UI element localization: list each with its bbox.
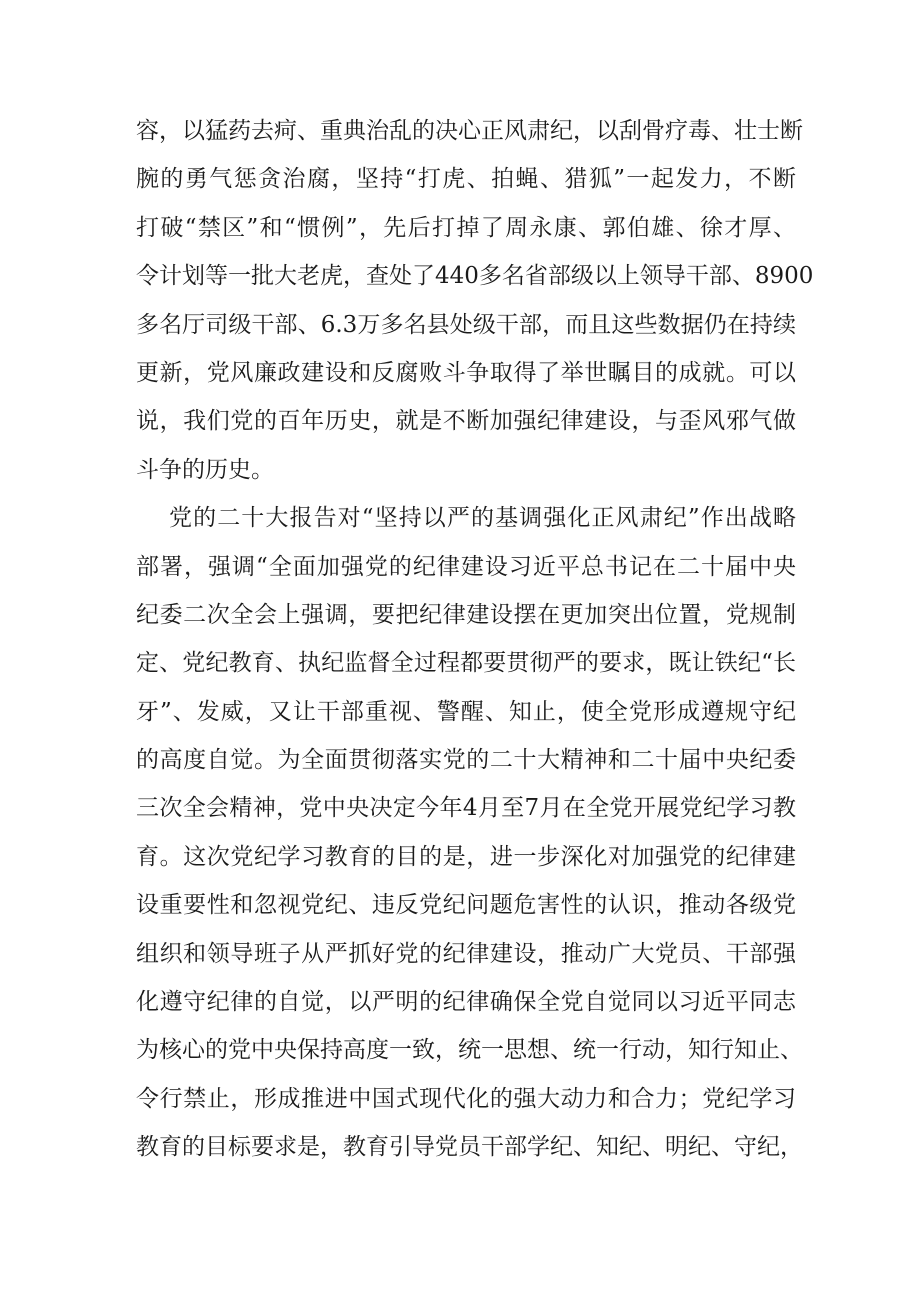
text-line: 的高度自觉。为全面贯彻落实党的二十大精神和二十届中央纪委 — [136, 747, 796, 774]
body-text — [136, 107, 814, 1172]
text-line-paragraph-end: 斗争的历史。 — [136, 456, 274, 483]
text-line: 纪委二次全会上强调，要把纪律建设摆在更加突出位置，党规制 — [136, 601, 796, 628]
text-line-paragraph-start: 党的二十大报告对“坚持以严的基调强化正风肃纪”作出战略 — [169, 505, 796, 532]
text-line: 腕的勇气惩贪治腐，坚持“打虎、拍蝇、猎狐”一起发力，不断 — [136, 166, 796, 193]
text-line: 部署，强调“全面加强党的纪律建设习近平总书记在二十届中央 — [136, 553, 796, 580]
text-line: 育。这次党纪学习教育的目的是，进一步深化对加强党的纪律建 — [136, 843, 796, 870]
text-line: 打破“禁区”和“惯例”，先后打掉了周永康、郭伯雄、徐才厚、 — [136, 214, 796, 241]
text-line: 令计划等一批大老虎，查处了440多名省部级以上领导干部、8900 — [136, 263, 814, 290]
text-line: 化遵守纪律的自觉，以严明的纪律确保全党自觉同以习近平同志 — [136, 989, 796, 1016]
text-line: 容，以猛药去疴、重典治乱的决心正风肃纪，以刮骨疗毒、壮士断 — [136, 118, 803, 144]
text-line: 为核心的党中央保持高度一致，统一思想、统一行动，知行知止、 — [136, 1037, 803, 1064]
text-line: 多名厅司级干部、6.3万多名县处级干部，而且这些数据仍在持续 — [136, 311, 796, 338]
text-line: 令行禁止，形成推进中国式现代化的强大动力和合力；党纪学习 — [136, 1085, 796, 1112]
text-line: 教育的目标要求是，教育引导党员干部学纪、知纪、明纪、守纪， — [136, 1134, 803, 1161]
text-line: 牙”、发威，又让干部重视、警醒、知止，使全党形成遵规守纪 — [136, 698, 796, 725]
text-line: 设重要性和忽视党纪、违反党纪问题危害性的认识，推动各级党 — [136, 892, 796, 919]
text-line: 说，我们党的百年历史，就是不断加强纪律建设，与歪风邪气做 — [136, 408, 796, 435]
text-line: 组织和领导班子从严抓好党的纪律建设，推动广大党员、干部强 — [136, 940, 796, 967]
text-line: 更新，党风廉政建设和反腐败斗争取得了举世瞩目的成就。可以 — [136, 359, 796, 386]
text-line: 三次全会精神，党中央决定今年4月至7月在全党开展党纪学习教 — [136, 795, 796, 822]
text-line: 定、党纪教育、执纪监督全过程都要贯彻严的要求，既让铁纪“长 — [136, 650, 796, 677]
